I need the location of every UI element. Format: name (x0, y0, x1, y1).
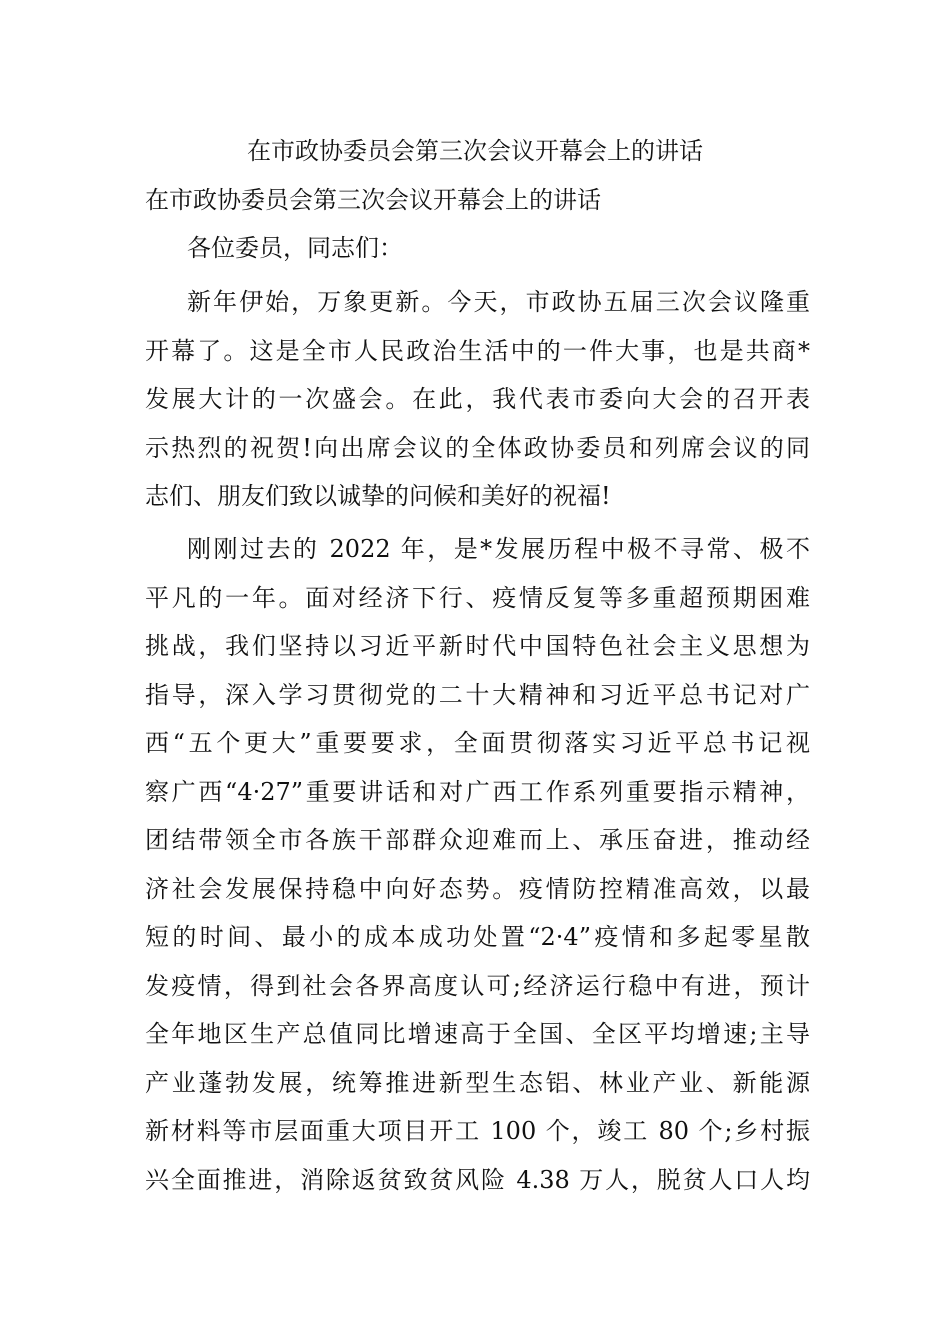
paragraph-line: 全年地区生产总值同比增速高于全国、全区平均增速;主导 (145, 1020, 810, 1048)
paragraph-line: 团结带领全市各族干部群众迎难而上、承压奋进，推动经 (145, 826, 810, 854)
paragraph-line: 察广西“4·27”重要讲话和对广西工作系列重要指示精神， (145, 777, 810, 806)
paragraph-line: 济社会发展保持稳中向好态势。疫情防控精准高效，以最 (145, 874, 810, 903)
paragraph-line: 发展大计的一次盛会。在此，我代表市委向大会的召开表 (145, 385, 810, 413)
paragraph-line: 开幕了。这是全市人民政治生活中的一件大事，也是共商* (145, 336, 810, 365)
paragraph-line: 志们、朋友们致以诚挚的问候和美好的祝福! (145, 482, 611, 510)
document-title: 在市政协委员会第三次会议开幕会上的讲话 (247, 137, 703, 165)
paragraph-line: 发疫情，得到社会各界高度认可;经济运行稳中有进，预计 (145, 971, 810, 1000)
paragraph-line: 指导，深入学习贯彻党的二十大精神和习近平总书记对广 (145, 680, 810, 709)
paragraph-line: 示热烈的祝贺!向出席会议的全体政协委员和列席会议的同 (145, 433, 810, 462)
paragraph-line: 短的时间、最小的成本成功处置“2·4”疫情和多起零星散 (145, 923, 810, 951)
document-subtitle: 在市政协委员会第三次会议开幕会上的讲话 (145, 186, 601, 214)
paragraph-line: 产业蓬勃发展，统筹推进新型生态铝、林业产业、新能源 (145, 1068, 810, 1097)
paragraph-2 (145, 525, 810, 1204)
salutation: 各位委员，同志们： (187, 234, 403, 262)
paragraph-line: 西“五个更大”重要要求，全面贯彻落实习近平总书记视 (145, 729, 810, 757)
paragraph-line: 平凡的一年。面对经济下行、疫情反复等多重超预期困难 (145, 583, 810, 612)
paragraph-line: 兴全面推进，消除返贫致贫风险 4.38 万人，脱贫人口人均 (145, 1165, 810, 1194)
paragraph-line: 新材料等市层面重大项目开工 100 个，竣工 80 个;乡村振 (145, 1117, 810, 1145)
paragraph-1 (145, 278, 810, 521)
paragraph-line: 刚刚过去的 2022 年，是*发展历程中极不寻常、极不 (187, 535, 810, 563)
paragraph-line: 新年伊始，万象更新。今天，市政协五届三次会议隆重 (187, 288, 810, 316)
paragraph-line: 挑战，我们坚持以习近平新时代中国特色社会主义思想为 (145, 632, 810, 660)
